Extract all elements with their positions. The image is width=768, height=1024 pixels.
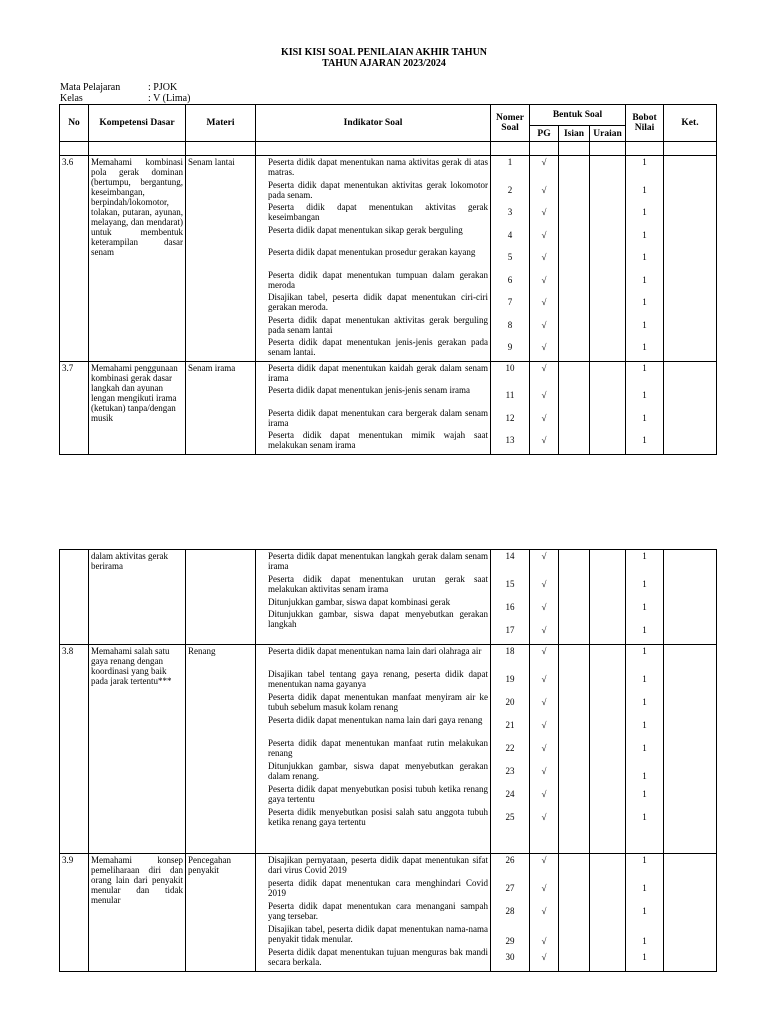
score-value: 1 — [642, 362, 647, 373]
class-line — [60, 93, 190, 104]
question-number: 3 — [507, 207, 513, 217]
indicator-item: • Disajikan tabel, peserta didik dapat menentukan ciri-ciri gerakan meroda. — [268, 292, 488, 315]
question-number: 28 — [505, 906, 515, 916]
cell-bobot — [626, 645, 664, 854]
score-value: 1 — [642, 906, 647, 916]
score-value: 1 — [642, 812, 647, 822]
header-pg: PG — [530, 126, 559, 142]
check-mark: √ — [541, 207, 547, 217]
indicator-item: • Peserta didik dapat menentukan manfaat menyiram air ke tubuh sebelum masuk kolam renang — [268, 692, 488, 715]
check-mark: √ — [541, 229, 547, 240]
question-number: 18 — [505, 646, 515, 656]
question-number: 26 — [505, 855, 515, 865]
check-mark: √ — [541, 412, 547, 423]
score-value: 1 — [642, 252, 647, 262]
cell-isian — [559, 361, 590, 454]
cell-nomer — [491, 854, 530, 972]
indicator-item: • Peserta didik dapat menentukan kaidah gerak dalam senam irama — [268, 363, 488, 386]
cell-pg — [530, 156, 559, 362]
score-value: 1 — [642, 674, 647, 684]
check-mark: √ — [541, 789, 547, 799]
cell-uraian — [590, 550, 626, 645]
check-mark: √ — [541, 274, 547, 285]
check-mark: √ — [541, 342, 547, 352]
header-indikator: Indikator Soal — [256, 105, 491, 142]
score-value: 1 — [642, 412, 647, 423]
header-bobot: Bobot Nilai — [626, 105, 664, 142]
header-kd: Kompetensi Dasar — [89, 105, 186, 142]
cell-materi: Senam irama — [186, 361, 256, 454]
score-value: 1 — [642, 274, 647, 285]
check-mark: √ — [541, 625, 547, 635]
cell-ket — [664, 550, 717, 645]
check-mark: √ — [541, 766, 547, 776]
cell-uraian — [590, 645, 626, 854]
header-ket: Ket. — [664, 105, 717, 142]
check-mark: √ — [541, 952, 547, 962]
cell-isian — [559, 550, 590, 645]
cell-kd: dalam aktivitas gerak berirama — [89, 550, 186, 645]
cell-bobot — [626, 156, 664, 362]
question-number: 12 — [505, 412, 515, 423]
indicator-item: • Peserta didik dapat menentukan jenis-jenis senam irama — [268, 385, 488, 408]
indicator-item: • Peserta didik dapat menentukan aktivitas gerak berguling pada senam lantai — [268, 315, 488, 338]
check-mark: √ — [541, 936, 547, 946]
indicator-item: • Peserta didik dapat menentukan nama aktivitas gerak di atas matras. — [268, 157, 488, 180]
cell-materi: Senam lantai — [186, 156, 256, 362]
indicator-item: • Peserta didik dapat menentukan manfaat rutin melakukan renang — [268, 738, 488, 761]
header-uraian: Uraian — [590, 126, 626, 142]
question-number: 21 — [505, 720, 515, 730]
score-value: 1 — [642, 342, 647, 352]
cell-kd: Memahami penggunaan kombinasi gerak dasar langkah dan ayunan lengan mengikuti irama (ketukan) tanpa/dengan musik — [89, 361, 186, 454]
indicator-item: • Peserta didik dapat menentukan urutan gerak saat melakukan aktivitas senam irama — [268, 574, 488, 597]
score-value: 1 — [642, 771, 647, 781]
document-subtitle: TAHUN AJARAN 2023/2024 — [322, 58, 446, 69]
indicator-item: • Ditunjukkan gambar, siswa dapat menyebutkan gerakan dalam renang. — [268, 761, 488, 784]
indicator-item: • Peserta didik dapat menentukan sikap gerak berguling — [268, 225, 488, 248]
question-number: 27 — [505, 883, 515, 893]
cell-ket — [664, 361, 717, 454]
cell-no: 3.9 — [60, 854, 89, 972]
score-value: 1 — [642, 646, 647, 656]
question-number: 2 — [507, 184, 513, 195]
subject-label: Mata Pelajaran — [60, 82, 121, 93]
check-mark: √ — [541, 883, 547, 893]
question-number: 1 — [507, 157, 513, 167]
question-number: 11 — [505, 390, 515, 400]
score-value: 1 — [642, 435, 647, 445]
check-mark: √ — [541, 646, 547, 656]
header-isian: Isian — [559, 126, 590, 142]
check-mark: √ — [541, 812, 547, 822]
cell-ket — [664, 156, 717, 362]
indicator-item: • Disajikan tabel tentang gaya renang, peserta didik dapat menentukan nama gayanya — [268, 669, 488, 692]
cell-isian — [559, 854, 590, 972]
check-mark: √ — [541, 390, 547, 400]
cell-bobot — [626, 854, 664, 972]
check-mark: √ — [541, 319, 547, 330]
class-label: Kelas — [60, 93, 83, 104]
cell-no: 3.8 — [60, 645, 89, 854]
cell-pg — [530, 550, 559, 645]
question-number: 29 — [505, 936, 515, 946]
cell-nomer — [491, 361, 530, 454]
score-value: 1 — [642, 157, 647, 167]
score-value: 1 — [642, 390, 647, 400]
row-3-7 — [60, 361, 717, 454]
indicator-item: • peserta didik dapat menentukan cara menghindari Covid 2019 — [268, 878, 488, 901]
row-3-7-continued — [60, 550, 717, 645]
question-number: 7 — [507, 297, 513, 307]
question-number: 5 — [507, 252, 513, 262]
indicator-item: • Peserta didik dapat menentukan mimik wajah saat melakukan senam irama — [268, 430, 488, 453]
grid-table-page2 — [59, 549, 717, 972]
score-value: 1 — [642, 697, 647, 707]
cell-nomer — [491, 156, 530, 362]
row-3-9 — [60, 854, 717, 972]
score-value: 1 — [642, 319, 647, 330]
check-mark: √ — [541, 184, 547, 195]
cell-no: 3.7 — [60, 361, 89, 454]
question-number: 10 — [505, 362, 515, 373]
question-number: 16 — [505, 602, 515, 612]
question-number: 17 — [505, 625, 515, 635]
score-value: 1 — [642, 602, 647, 612]
cell-indikator — [256, 854, 491, 972]
question-number: 9 — [507, 342, 513, 352]
subject-line — [60, 82, 177, 93]
score-value: 1 — [642, 551, 647, 561]
question-number: 6 — [507, 274, 513, 285]
score-value: 1 — [642, 297, 647, 307]
row-3-8 — [60, 645, 717, 854]
indicator-item: • Peserta didik menyebutkan posisi salah satu anggota tubuh ketika renang gaya tertentu — [268, 807, 488, 830]
cell-kd: Memahami konsep pemeliharaan diri dan orang lain dari penyakit menular dan tidak menular — [89, 854, 186, 972]
check-mark: √ — [541, 435, 547, 445]
question-number: 23 — [505, 766, 515, 776]
indicator-item: • Peserta didik dapat menentukan prosedur gerakan kayang — [268, 247, 488, 270]
score-value: 1 — [642, 625, 647, 635]
cell-materi — [186, 550, 256, 645]
indicator-item: • Peserta didik dapat menentukan langkah gerak dalam senam irama — [268, 551, 488, 574]
question-number: 19 — [505, 674, 515, 684]
indicator-item: • Peserta didik dapat menyebutkan posisi tubuh ketika renang gaya tertentu — [268, 784, 488, 807]
indicator-item: • Peserta didik dapat menentukan tumpuan dalam gerakan meroda — [268, 270, 488, 293]
cell-uraian — [590, 361, 626, 454]
check-mark: √ — [541, 743, 547, 753]
cell-uraian — [590, 854, 626, 972]
score-value: 1 — [642, 743, 647, 753]
score-value: 1 — [642, 789, 647, 799]
grid-table-page1 — [59, 104, 717, 455]
indicator-item: • Peserta didik dapat menentukan nama lain dari gaya renang — [268, 715, 488, 738]
check-mark: √ — [541, 855, 547, 865]
cell-indikator — [256, 156, 491, 362]
indicator-item: • Peserta didik dapat menentukan jenis-jenis gerakan pada senam lantai. — [268, 337, 488, 360]
question-number: 20 — [505, 697, 515, 707]
cell-pg — [530, 645, 559, 854]
score-value: 1 — [642, 855, 647, 865]
check-mark: √ — [541, 720, 547, 730]
document-title: KISI KISI SOAL PENILAIAN AKHIR TAHUN — [280, 47, 488, 58]
score-value: 1 — [642, 579, 647, 589]
cell-pg — [530, 854, 559, 972]
indicator-item: • Peserta didik dapat menentukan cara menangani sampah yang tersebar. — [268, 901, 488, 924]
indicator-item: • Ditunjukkan gambar, siswa dapat kombinasi gerak — [268, 597, 488, 609]
cell-uraian — [590, 156, 626, 362]
check-mark: √ — [541, 551, 547, 561]
cell-kd: Memahami salah satu gaya renang dengan koordinasi yang baik pada jarak tertentu*** — [89, 645, 186, 854]
cell-indikator — [256, 550, 491, 645]
indicator-item: • Peserta didik dapat menentukan aktivitas gerak lokomotor pada senam. — [268, 180, 488, 203]
cell-nomer — [491, 550, 530, 645]
check-mark: √ — [541, 157, 547, 167]
score-value: 1 — [642, 883, 647, 893]
indicator-item: • Ditunjukkan gambar, siswa dapat menyebutkan gerakan langkah — [268, 609, 488, 632]
check-mark: √ — [541, 674, 547, 684]
indicator-item: • Peserta didik dapat menentukan aktivitas gerak keseimbangan — [268, 202, 488, 225]
check-mark: √ — [541, 697, 547, 707]
score-value: 1 — [642, 936, 647, 946]
indicator-item: • Disajikan tabel, peserta didik dapat menentukan nama-nama penyakit tidak menular. — [268, 924, 488, 947]
question-number: 25 — [505, 812, 515, 822]
check-mark: √ — [541, 297, 547, 307]
check-mark: √ — [541, 906, 547, 916]
question-number: 13 — [505, 435, 515, 445]
cell-no: 3.6 — [60, 156, 89, 362]
row-3-6 — [60, 156, 717, 362]
score-value: 1 — [642, 207, 647, 217]
cell-ket — [664, 645, 717, 854]
check-mark: √ — [541, 602, 547, 612]
indicator-item: • Disajikan pernyataan, peserta didik dapat menentukan sifat dari virus Covid 2019 — [268, 855, 488, 878]
score-value: 1 — [642, 952, 647, 962]
header-bentuk: Bentuk Soal — [530, 105, 626, 126]
question-number: 30 — [505, 952, 515, 962]
header-nomer: Nomer Soal — [491, 105, 530, 142]
question-number: 8 — [507, 319, 513, 330]
cell-indikator — [256, 361, 491, 454]
check-mark: √ — [541, 362, 547, 373]
subject-value: : PJOK — [148, 82, 178, 93]
class-value: : V (Lima) — [148, 93, 191, 104]
header-no: No — [60, 105, 89, 142]
cell-isian — [559, 156, 590, 362]
cell-no — [60, 550, 89, 645]
spacer-row — [60, 142, 717, 156]
cell-materi: Renang — [186, 645, 256, 854]
cell-materi: Pencegahan penyakit — [186, 854, 256, 972]
indicator-item: • Peserta didik dapat menentukan cara bergerak dalam senam irama — [268, 408, 488, 431]
header-materi: Materi — [186, 105, 256, 142]
score-value: 1 — [642, 229, 647, 240]
indicator-item: • Peserta didik dapat menentukan tujuan menguras bak mandi secara berkala. — [268, 947, 488, 970]
cell-ket — [664, 854, 717, 972]
question-number: 15 — [505, 579, 515, 589]
cell-pg — [530, 361, 559, 454]
question-number: 24 — [505, 789, 515, 799]
question-number: 4 — [507, 229, 513, 240]
check-mark: √ — [541, 252, 547, 262]
indicator-item: • Peserta didik dapat menentukan nama lain dari olahraga air — [268, 646, 488, 669]
cell-bobot — [626, 550, 664, 645]
question-number: 14 — [505, 551, 515, 561]
cell-bobot — [626, 361, 664, 454]
check-mark: √ — [541, 579, 547, 589]
cell-indikator — [256, 645, 491, 854]
cell-isian — [559, 645, 590, 854]
score-value: 1 — [642, 184, 647, 195]
cell-nomer — [491, 645, 530, 854]
cell-kd: Memahami kombinasi pola gerak dominan (bertumpu, bergantung, keseimbangan, berpindah/lokomotor, tolakan, putaran, ayunan, melayang, dan mendarat) untuk membentuk keterampilan dasar senam — [89, 156, 186, 362]
score-value: 1 — [642, 720, 647, 730]
question-number: 22 — [505, 743, 515, 753]
